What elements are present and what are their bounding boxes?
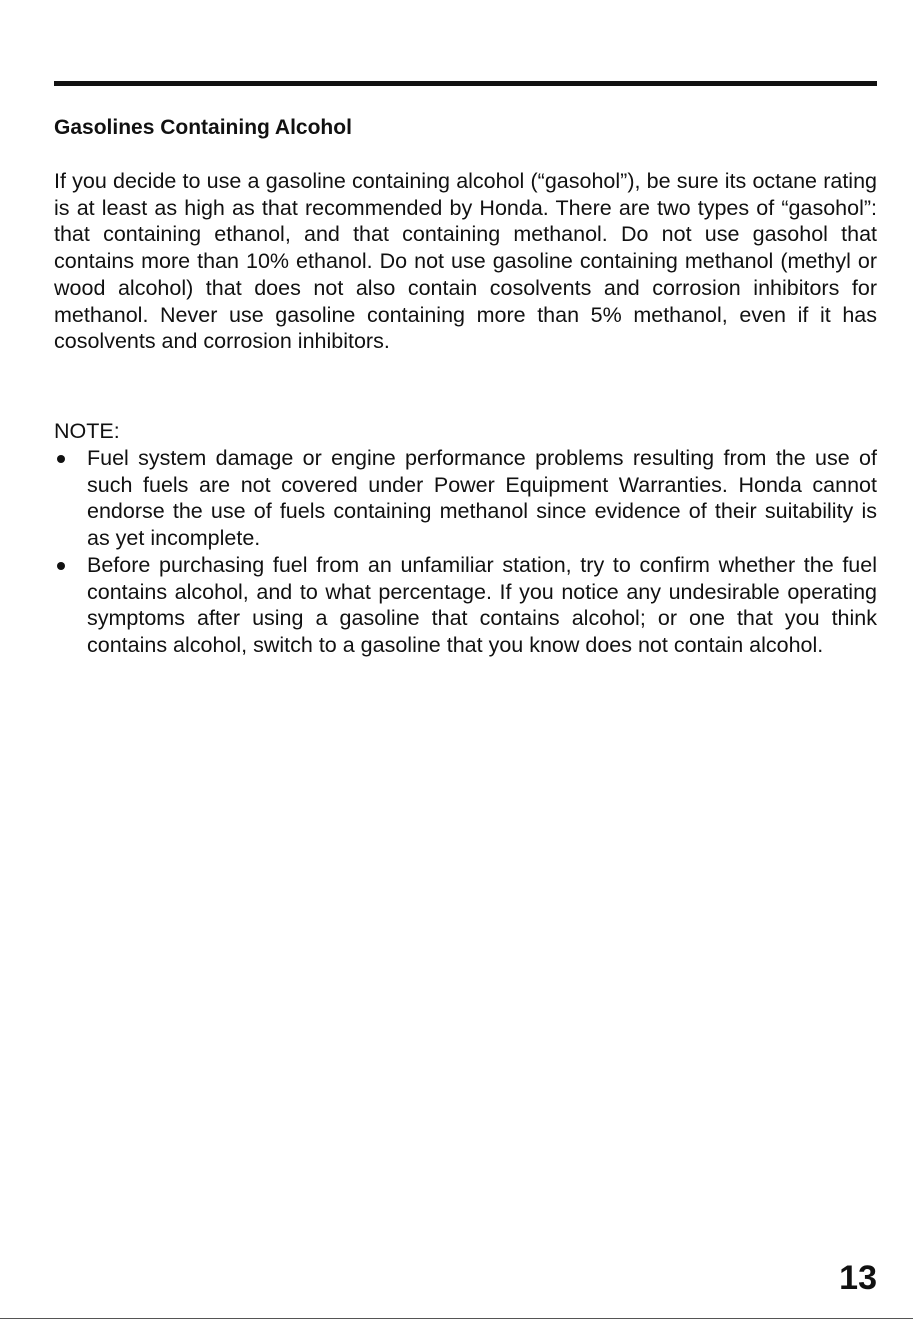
section-heading: Gasolines Containing Alcohol	[54, 116, 352, 139]
page-number: 13	[839, 1259, 877, 1297]
note-item-text: Before purchasing fuel from an unfamiliar station, try to confirm whether the fuel contains alcohol, and to what percentage. If you notice any undesirable operating symptoms after using a gasoline that contains alcohol; or one that you think contains alcohol, switch to a gasoline that you know does not contain alcohol.	[87, 552, 877, 657]
intro-paragraph: If you decide to use a gasoline containing alcohol (“gasohol”), be sure its octane rating is at least as high as that recommended by Honda. There are two types of “gasohol”: that containing ethanol, and that containing methanol. Do not use gasohol that contains more than 10% ethanol. Do not use gasoline containing methanol (methyl or wood alcohol) that does not also contain cosolvents and corrosion inhibitors for methanol. Never use gasoline containing more than 5% methanol, even if it has cosolvents and corrosion inhibitors.	[54, 169, 877, 354]
bottom-rule	[0, 1318, 913, 1319]
bullet-icon	[57, 455, 65, 463]
note-list	[54, 445, 877, 659]
note-label: NOTE:	[54, 419, 120, 443]
note-item	[54, 552, 877, 659]
note-item-text: Fuel system damage or engine performance problems resulting from the use of such fuels are not covered under Power Equipment Warranties. Honda cannot endorse the use of fuels containing methanol since evidence of their suitability is as yet incomplete.	[87, 446, 877, 551]
top-rule	[54, 81, 877, 86]
bullet-icon	[57, 562, 65, 570]
note-item	[54, 445, 877, 552]
